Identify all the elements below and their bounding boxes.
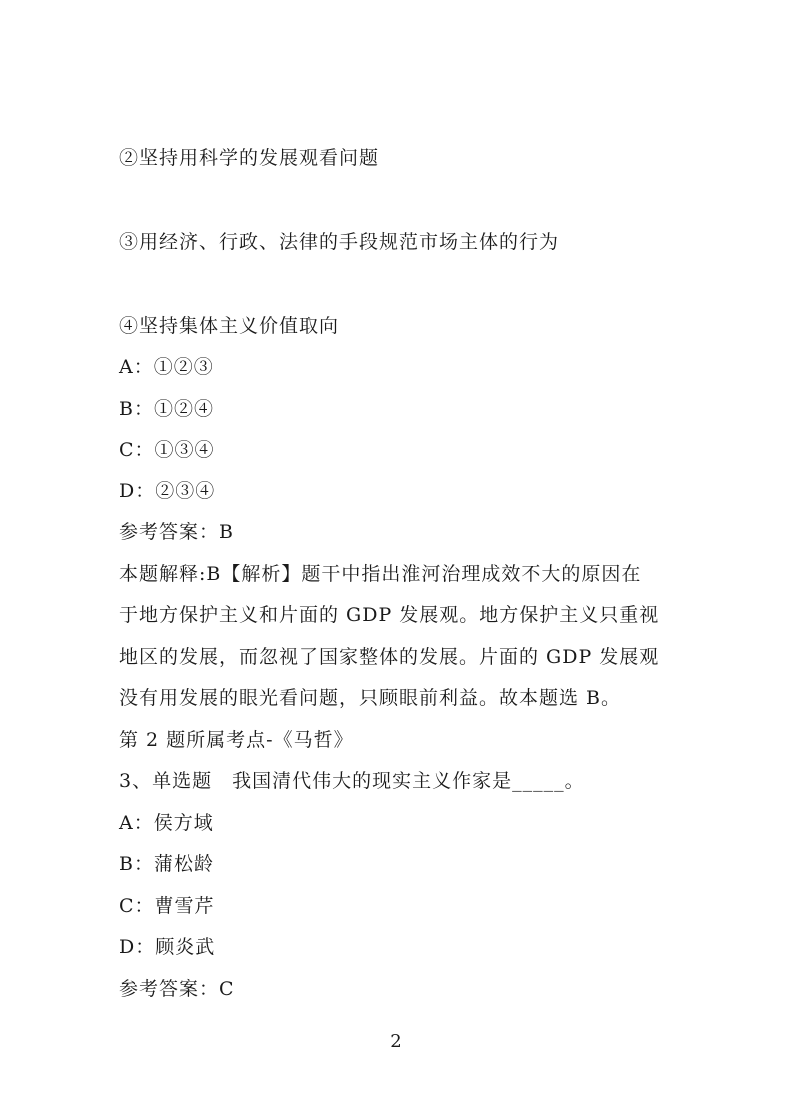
- q2-statement-2: ②坚持用科学的发展观看问题: [119, 147, 380, 169]
- q3-question: 3、单选题 我国清代伟大的现实主义作家是_____。: [119, 770, 585, 792]
- q3-choice-d: D：顾炎武: [119, 936, 216, 958]
- q2-explanation-line: 没有用发展的眼光看问题，只顾眼前利益。故本题选 B。: [119, 687, 622, 709]
- q2-explanation-line: 于地方保护主义和片面的 GDP 发展观。地方保护主义只重视: [119, 604, 660, 626]
- q2-topic: 第 2 题所属考点-《马哲》: [119, 729, 354, 751]
- q2-answer: 参考答案：B: [119, 521, 234, 543]
- q3-choice-b: B：蒲松龄: [119, 853, 214, 875]
- q3-choice-c: C：曹雪芹: [119, 895, 215, 917]
- q3-answer: 参考答案：C: [119, 978, 235, 1000]
- q2-choice-b: B：①②④: [119, 398, 214, 420]
- q2-statement-3: ③用经济、行政、法律的手段规范市场主体的行为: [119, 231, 560, 253]
- q2-statement-4: ④坚持集体主义价值取向: [119, 315, 340, 337]
- page-number: 2: [390, 1031, 402, 1052]
- q2-choice-d: D：②③④: [119, 480, 216, 502]
- q2-explanation-line: 本题解释:B【解析】题干中指出淮河治理成效不大的原因在: [119, 563, 642, 585]
- q2-explanation-line: 地区的发展，而忽视了国家整体的发展。片面的 GDP 发展观: [119, 646, 660, 668]
- q2-choice-c: C：①③④: [119, 439, 215, 461]
- q2-choice-a: A：①②③: [119, 356, 214, 378]
- q3-choice-a: A：侯方域: [119, 812, 214, 834]
